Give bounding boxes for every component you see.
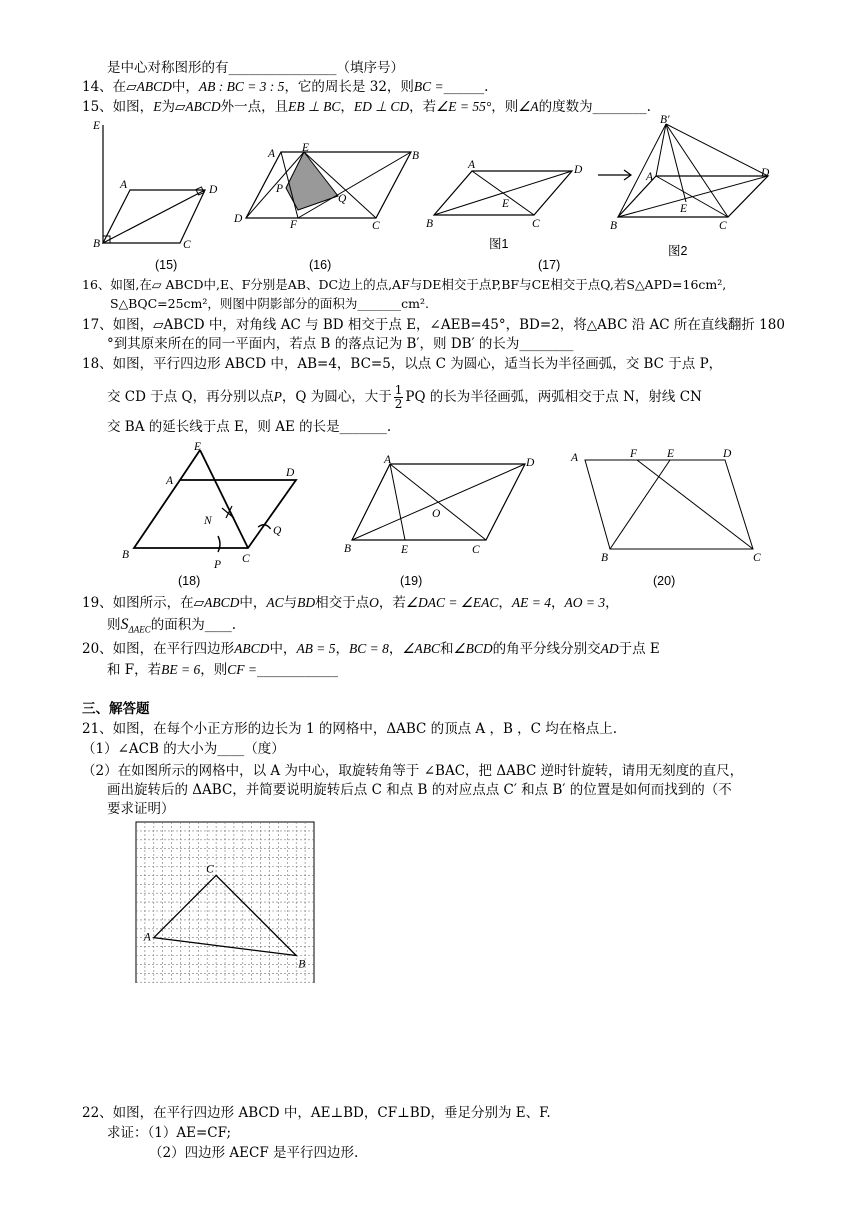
q21-part2-line3: 要求证明） [107, 801, 175, 817]
grid-figure [130, 818, 320, 983]
caption-17: (17) [538, 258, 561, 272]
label-F: F [630, 448, 638, 460]
parallelogram-icon: ▱ [126, 79, 137, 95]
label-E: E [302, 142, 310, 154]
label-A: A [646, 171, 654, 183]
label-A: A [384, 454, 392, 466]
label-C: C [532, 218, 540, 230]
q21-part2-line1: （2）在如图所示的网格中，以 A 为中心，取旋转角等于 ∠BAC，把 ΔABC 逆时针旋转，请用无刻度的直尺， [82, 763, 744, 779]
label-A: A [268, 148, 276, 160]
label-D: D [286, 467, 295, 479]
q18-line2: 交 CD 于点 Q，再分别以点P，Q 为圆心，大于 $\frac{1}{2}$ PQ 的长为半径画弧，两弧相交于点 N，射线 CN [107, 383, 702, 411]
label-P: P [276, 183, 284, 195]
label-C: C [206, 863, 214, 876]
q18-line1: 18、如图，平行四边形 ABCD 中，AB=4，BC=5，以点 C 为圆心，适当长为半径画弧，交 BC 于点 P， [82, 356, 723, 372]
label-P: P [214, 559, 222, 571]
figure-20 [565, 445, 775, 570]
label-C: C [753, 552, 761, 564]
label-E: E [401, 544, 409, 556]
q15: 15、如图，E为▱ABCD外一点，且EB ⊥ BC，ED ⊥ CD，若∠E = 55°，则∠A的度数为________. [82, 99, 651, 115]
label-O: O [432, 508, 441, 520]
label-A: A [468, 159, 476, 171]
q22-part1: 求证：（1）AE=CF; [107, 1125, 232, 1141]
caption-15: (15) [155, 258, 178, 272]
label-D: D [526, 457, 535, 469]
q22-part2: （2）四边形 AECF 是平行四边形. [149, 1145, 359, 1161]
section-heading: 三、解答题 [82, 701, 150, 717]
q22-line1: 22、如图，在平行四边形 ABCD 中，AE⊥BD，CF⊥BD，垂足分别为 E、F. [82, 1105, 551, 1121]
label-E: E [680, 203, 688, 215]
q16-line1: 16、如图,在▱ ABCD中,E、F分别是AB、DC边上的点,AF与DE相交于点P,BF与CE相交于点Q,若S△APD=16cm², [82, 277, 727, 292]
label-C: C [372, 220, 380, 232]
caption-19: (19) [400, 574, 423, 588]
label-B: B [601, 552, 609, 564]
label-C: C [242, 553, 250, 565]
label-E: E [194, 441, 202, 453]
label-E: E [502, 198, 510, 210]
figure-16 [226, 140, 426, 235]
figure-17-2 [608, 112, 778, 242]
label-F: F [290, 219, 298, 231]
label-Q: Q [273, 525, 282, 537]
label-B: B [344, 543, 352, 555]
q17-line1: 17、如图，▱ABCD 中，对角线 AC 与 BD 相交于点 E，∠AEB=45°，BD=2，将△ABC 沿 AC 所在直线翻折 180 [82, 317, 785, 333]
figure-17-1 [424, 155, 594, 235]
label-C: C [472, 544, 480, 556]
caption-16: (16) [309, 258, 332, 272]
label-A: A [571, 452, 579, 464]
label-A: A [166, 475, 174, 487]
caption-18: (18) [178, 574, 201, 588]
q19-line1: 19、如图所示，在▱ABCD中，AC与BD相交于点O，若∠DAC = ∠EAC，AE = 4，AO = 3， [82, 595, 619, 611]
parallelogram-icon: ▱ [193, 595, 205, 611]
figure-15 [85, 115, 225, 255]
figure-18 [118, 438, 308, 573]
q21-line1: 21、如图，在每个小正方形的边长为 1 的网格中，ΔABC 的顶点 A ，B ，C 均在格点上. [82, 721, 618, 737]
q17-line2: °到其原来所在的同一平面内，若点 B 的落点记为 B′，则 DB′ 的长为________ [107, 336, 574, 352]
q19-line2: 则$S_{\Delta AEC}$的面积为____. [107, 616, 237, 635]
figure-19 [340, 450, 540, 560]
label-B: B [93, 238, 101, 250]
label-E: E [93, 120, 101, 132]
label-A: A [120, 179, 128, 191]
label-B: B [426, 218, 434, 230]
q20-line2: 和 F，若BE = 6，则CF =____________ [107, 662, 339, 678]
q16-line2: S△BQC=25cm²，则图中阴影部分的面积为_______cm². [110, 296, 430, 311]
q13-tail: 是中心对称图形的有________________（填序号） [107, 60, 404, 76]
q14: 14、在▱ABCD中，AB : BC = 3 : 5，它的周长是 32，则BC =______. [82, 79, 489, 95]
label-B: B [298, 958, 306, 971]
label-A: A [143, 931, 151, 944]
label-B: B [412, 150, 420, 162]
q20-line1: 20、如图，在平行四边形ABCD中，AB = 5，BC = 8，∠ABC和∠BCD的角平分线分别交AD于点 E [82, 641, 660, 657]
caption-fig1: 图1 [489, 237, 509, 251]
label-D: D [723, 448, 732, 460]
label-E: E [667, 448, 675, 460]
label-D: D [234, 213, 243, 225]
q18-line3: 交 BA 的延长线于点 E，则 AE 的长是_______. [107, 419, 392, 435]
label-N: N [204, 515, 212, 527]
parallelogram-icon: ▱ [174, 99, 186, 115]
label-D: D [761, 167, 770, 179]
label-Bprime: B′ [660, 114, 670, 126]
label-D: D [209, 184, 218, 196]
label-B: B [610, 220, 618, 232]
label-C: C [719, 220, 727, 232]
label-C: C [183, 239, 191, 251]
q21-part2-line2: 画出旋转后的 ΔABC，并简要说明旋转后点 C 和点 B 的对应点点 C′ 和点 B′ 的位置是如何而找到的（不 [107, 782, 732, 798]
fraction-half: $\frac{1}{2}$ [394, 383, 403, 411]
label-B: B [122, 549, 130, 561]
caption-20: (20) [653, 574, 676, 588]
label-Q: Q [338, 193, 347, 205]
q21-part1: （1）∠ACB 的大小为____（度） [82, 741, 285, 757]
caption-fig2: 图2 [668, 244, 688, 258]
label-D: D [574, 164, 583, 176]
